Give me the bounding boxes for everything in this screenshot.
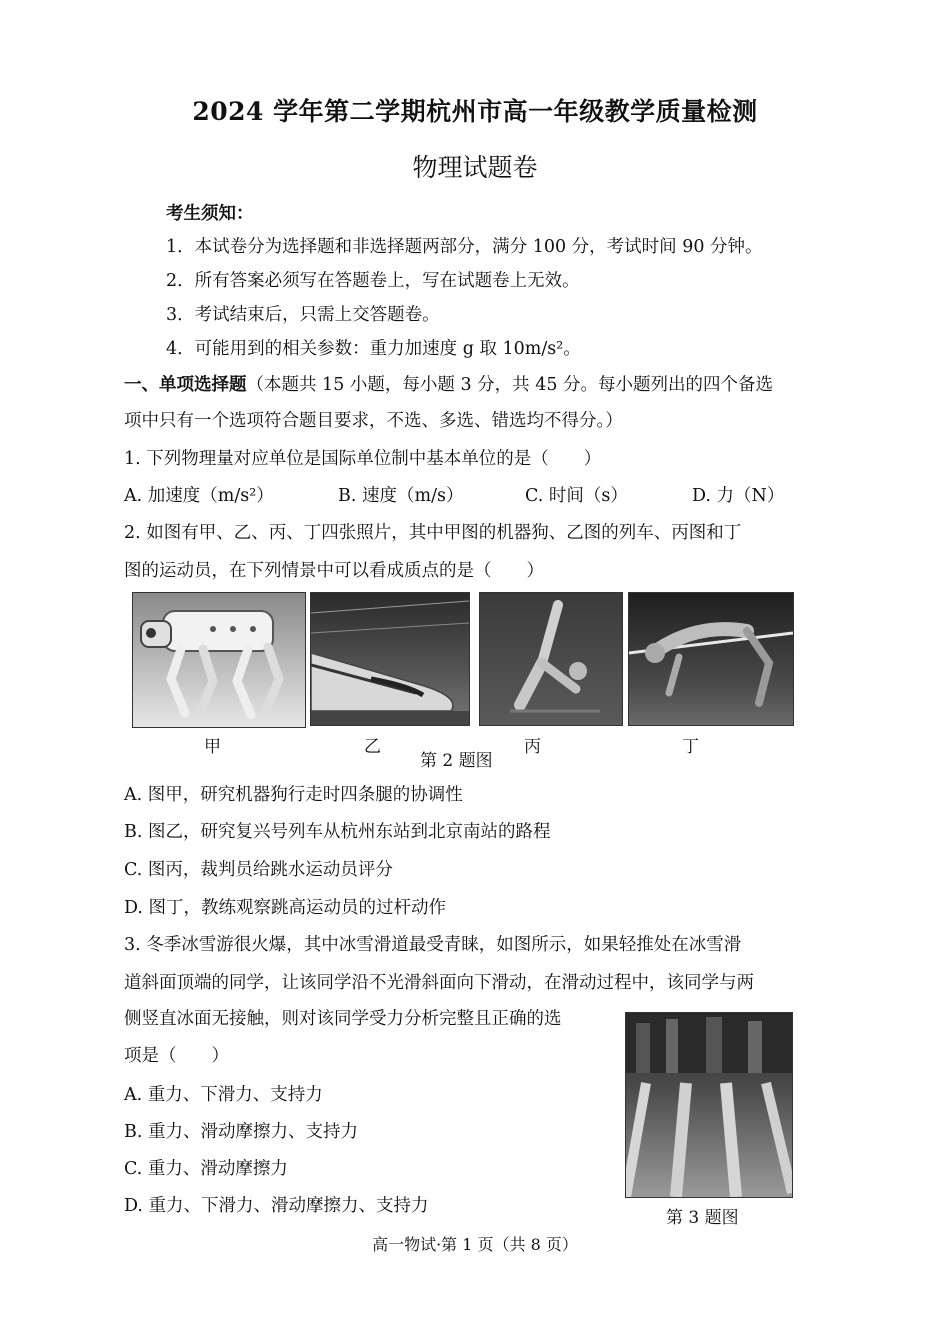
snow-slide-image [626,1013,792,1197]
q3-option-b: B. 重力、滑动摩擦力、支持力 [124,1122,358,1142]
q3-option-a: A. 重力、下滑力、支持力 [124,1085,323,1105]
photo-train [310,592,470,726]
section1-header [124,374,773,396]
photo-snow-slide [625,1012,793,1198]
q2-option-b: B. 图乙，研究复兴号列车从杭州东站到北京南站的路程 [124,822,551,842]
section1-desc: （本题共 15 小题，每小题 3 分，共 45 分。每小题列出的四个备选 [246,375,774,395]
q2-option-c: C. 图丙，裁判员给跳水运动员评分 [124,860,393,880]
q3-stem-3: 侧竖直冰面无接触，则对该同学受力分析完整且正确的选 [124,1009,562,1029]
q3-stem-4: 项是（ ） [124,1046,229,1066]
high-jumper-image [629,593,793,725]
q1-option-c: C. 时间（s） [525,486,628,506]
photo-label-bing: 丙 [524,737,541,757]
q2-figure-caption: 第 2 题图 [420,751,493,771]
q1-stem: 1. 下列物理量对应单位是国际单位制中基本单位的是（ ） [124,449,602,469]
q2-option-d: D. 图丁，教练观察跳高运动员的过杆动作 [124,898,447,918]
notice-item-2: 2．所有答案必须写在答题卷上，写在试题卷上无效。 [166,271,580,291]
section1-label: 一、单项选择题 [124,375,247,395]
notice-heading: 考生须知： [166,204,254,224]
page-footer: 高一物试·第 1 页（共 8 页） [372,1235,578,1254]
notice-item-4: 4．可能用到的相关参数：重力加速度 g 取 10m/s²。 [166,339,581,359]
diver-image [480,593,622,725]
section1-desc-2: 项中只有一个选项符合题目要求，不选、多选、错选均不得分。） [124,411,623,431]
photo-robot-dog [132,592,306,728]
photo-diver [479,592,623,726]
notice-item-3: 3．考试结束后，只需上交答题卷。 [166,305,440,325]
q1-option-a: A. 加速度（m/s²） [124,486,274,506]
q1-option-b: B. 速度（m/s） [338,486,464,506]
photo-label-ding: 丁 [682,737,699,757]
q2-stem-2: 图的运动员，在下列情景中可以看成质点的是（ ） [124,561,544,581]
q3-stem-1: 3. 冬季冰雪游很火爆，其中冰雪滑道最受青睐，如图所示，如果轻推处在冰雪滑 [124,935,742,955]
q3-option-d: D. 重力、下滑力、滑动摩擦力、支持力 [124,1196,429,1216]
page-subtitle: 物理试题卷 [412,153,538,182]
robot-dog-image [133,593,305,727]
q2-option-a: A. 图甲，研究机器狗行走时四条腿的协调性 [124,785,463,805]
q3-figure-caption: 第 3 题图 [666,1208,739,1228]
photo-label-jia: 甲 [204,737,221,757]
notice-item-1: 1．本试卷分为选择题和非选择题两部分，满分 100 分，考试时间 90 分钟。 [166,237,763,257]
page-title: 2024 学年第二学期杭州市高一年级教学质量检测 [192,97,758,126]
photo-label-yi: 乙 [364,737,381,757]
q1-option-d: D. 力（N） [692,486,785,506]
train-image [311,593,469,725]
q3-option-c: C. 重力、滑动摩擦力 [124,1159,288,1179]
q2-stem-1: 2. 如图有甲、乙、丙、丁四张照片，其中甲图的机器狗、乙图的列车、丙图和丁 [124,523,742,543]
photo-high-jumper [628,592,794,726]
q3-stem-2: 道斜面顶端的同学，让该同学沿不光滑斜面向下滑动，在滑动过程中，该同学与两 [124,973,754,993]
